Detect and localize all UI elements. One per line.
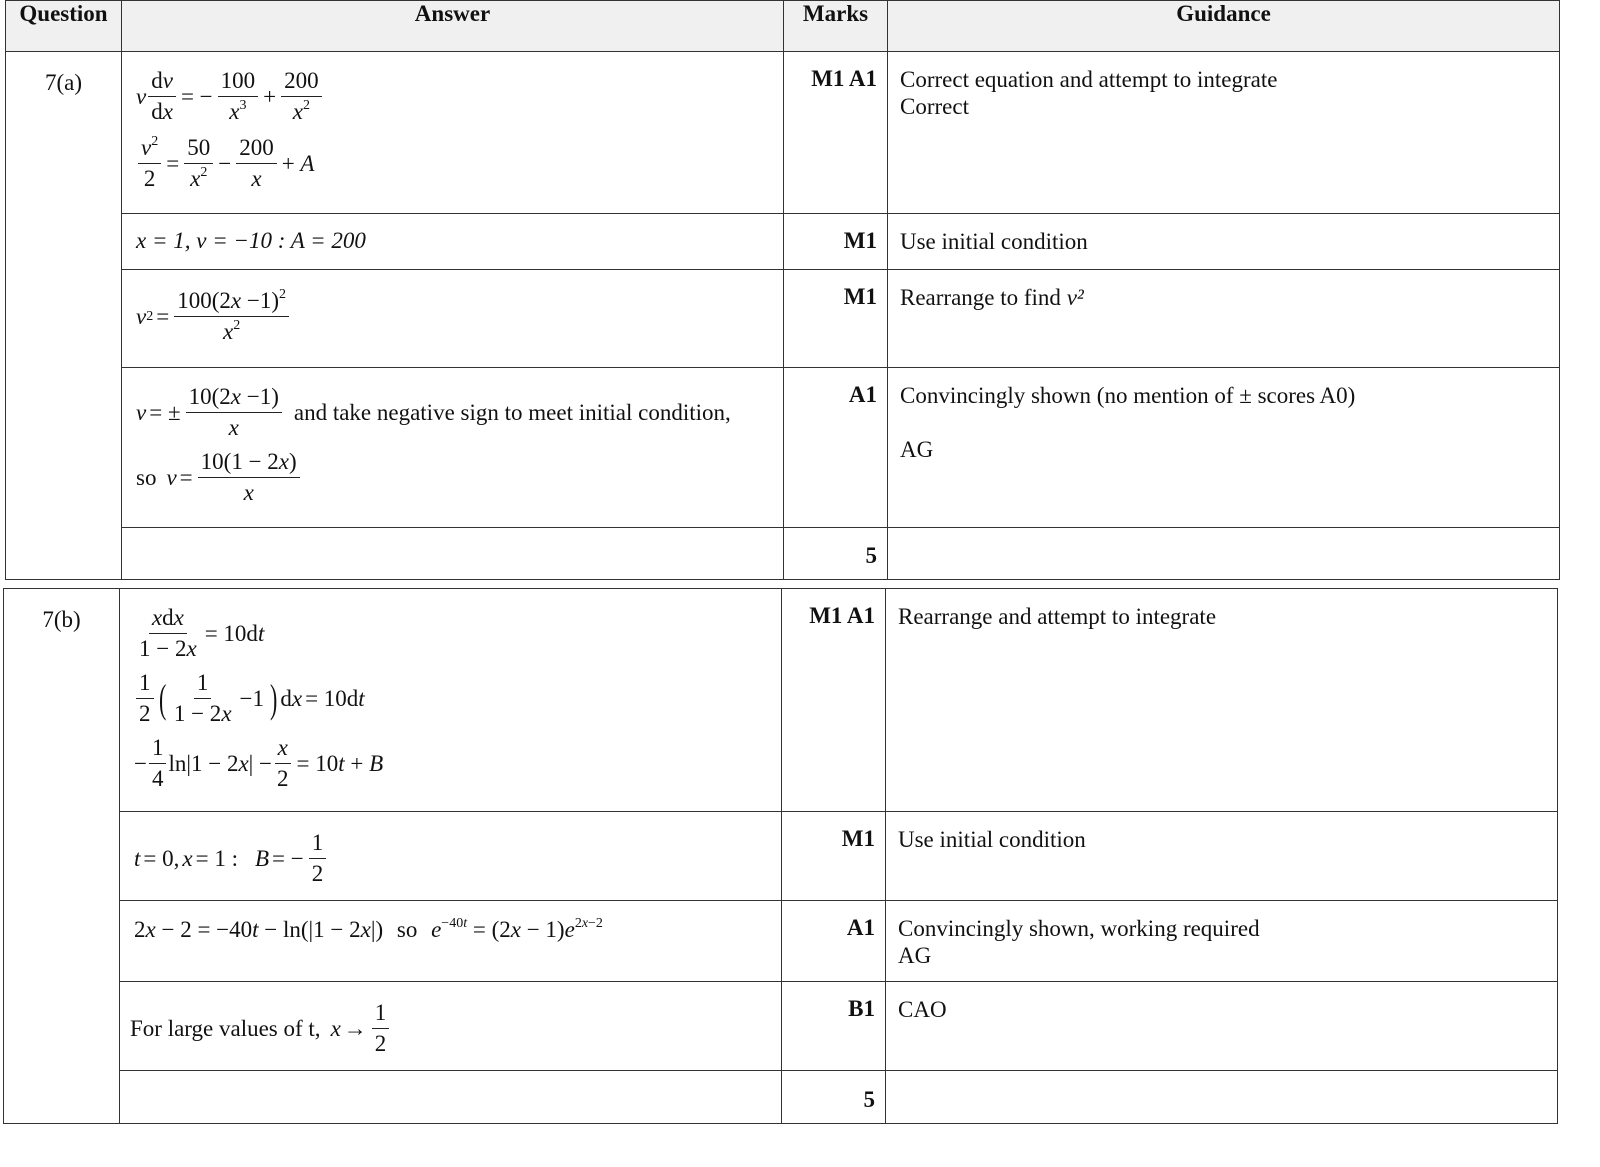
guidance-cell: Use initial condition xyxy=(888,214,1560,270)
answer-cell xyxy=(120,1071,782,1124)
total-marks: 5 xyxy=(782,1071,886,1124)
marks-cell: M1 xyxy=(784,270,888,368)
guidance-cell xyxy=(888,528,1560,580)
table-row xyxy=(4,901,1558,982)
answer-cell: For large values of t, x → $\frac{1}{2}$ xyxy=(120,982,782,1071)
table-row xyxy=(4,589,1558,812)
question-header: Question xyxy=(6,1,122,52)
mark-scheme-table-7b xyxy=(3,588,1558,1124)
answer-cell: 2x − 2 = −40t − ln(|1 − 2x|) so $e^{-40t} = (2x - 1)e^{2x-2}$ xyxy=(120,901,782,982)
guidance-cell: Rearrange to find v² xyxy=(888,270,1560,368)
marks-cell: B1 xyxy=(782,982,886,1071)
table-row xyxy=(6,52,1560,214)
question-number: 7(b) xyxy=(4,589,120,1124)
answer-cell: $\frac{\text{xdx}}{1 - 2x}$ = 10dt $\frac{1}{2}$ ( $\frac{1}{1 - 2x}$ −1 ) dx = 10dt − $\frac{1}{4}$ ln|1 − 2x| − $\frac{x}{2}$ = 10t + B xyxy=(120,589,782,812)
marks-header: Marks xyxy=(784,1,888,52)
answer-cell: x = 1, v = −10 : A = 200 xyxy=(122,214,784,270)
answer-cell: t = 0, x = 1 : B = − $\frac{1}{2}$ xyxy=(120,812,782,901)
table-row xyxy=(6,528,1560,580)
table-row xyxy=(4,982,1558,1071)
table-row xyxy=(6,270,1560,368)
marks-cell: A1 xyxy=(782,901,886,982)
guidance-cell: Correct equation and attempt to integrate Correct xyxy=(888,52,1560,214)
table-row xyxy=(4,812,1558,901)
table-header-row xyxy=(6,1,1560,52)
answer-header: Answer xyxy=(122,1,784,52)
guidance-cell: Convincingly shown (no mention of ± scores A0) AG xyxy=(888,368,1560,528)
guidance-cell: CAO xyxy=(886,982,1558,1071)
table-row xyxy=(6,214,1560,270)
marks-cell: M1 xyxy=(782,812,886,901)
guidance-cell xyxy=(886,1071,1558,1124)
total-marks: 5 xyxy=(784,528,888,580)
mark-scheme-table-7a xyxy=(5,0,1560,580)
guidance-cell: Rearrange and attempt to integrate xyxy=(886,589,1558,812)
answer-cell xyxy=(122,528,784,580)
answer-cell: v $\frac{dv}{dx}$ = − $\frac{100}{x^3}$ + $\frac{200}{x^2}$ $\frac{v^2}{2}$ = $\frac{50}{x^2}$ − $\frac{200}{x}$ + A xyxy=(122,52,784,214)
answer-cell: v = ± $\frac{10(2x -1)}{x}$ and take negative sign to meet initial condition, so v = $\frac{10(1 - 2x)}{x}$ xyxy=(122,368,784,528)
marks-cell: M1 A1 xyxy=(784,52,888,214)
marks-cell: M1 A1 xyxy=(782,589,886,812)
question-number: 7(a) xyxy=(6,52,122,580)
marks-cell: M1 xyxy=(784,214,888,270)
marks-cell: A1 xyxy=(784,368,888,528)
guidance-cell: Use initial condition xyxy=(886,812,1558,901)
guidance-header: Guidance xyxy=(888,1,1560,52)
table-row xyxy=(6,368,1560,528)
answer-cell: v 2 = $\frac{100(2x -1)^2}{x^2}$ xyxy=(122,270,784,368)
guidance-cell: Convincingly shown, working required AG xyxy=(886,901,1558,982)
table-row xyxy=(4,1071,1558,1124)
